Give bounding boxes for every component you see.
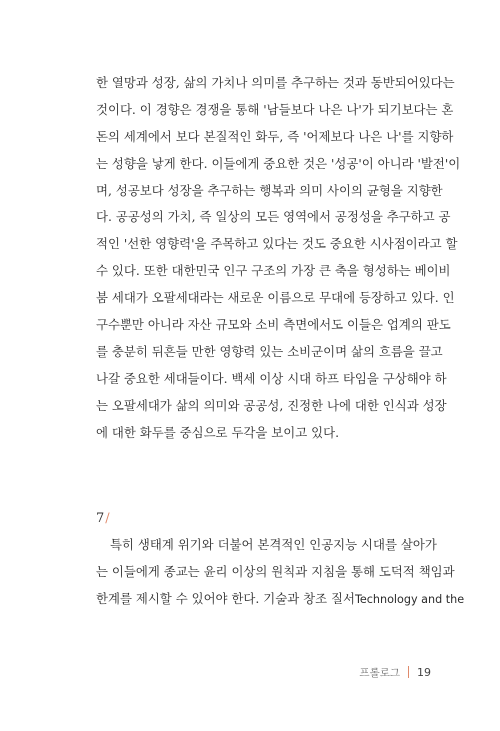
text-line: 특히 생태계 위기와 더불어 본격적인 인공지능 시대를 살아가 xyxy=(110,537,437,552)
body-paragraph xyxy=(96,70,461,446)
text-line: 를 충분히 뒤흔들 만한 영향력 있는 소비군이며 삶의 흐름을 끌고 xyxy=(96,343,443,359)
text-line: 는 이들에게 종교는 윤리 이상의 원칙과 지침을 통해 도덕적 책임과 xyxy=(96,563,455,579)
text-line: 는 오팔세대가 삶의 의미와 공공성, 진정한 나에 대한 인식과 성장 xyxy=(96,397,447,413)
text-line: 구수뿐만 아니라 자산 규모와 소비 측면에서도 이들은 업계의 판도 xyxy=(96,317,451,333)
running-title: 프롤로그 xyxy=(359,667,400,679)
text-line: 적인 '선한 영향력'을 주목하고 있다는 것도 중요한 시사점이라고 할 xyxy=(96,236,458,252)
text-line: 다. 공공성의 가치, 즉 일상의 모든 영역에서 공정성을 추구하고 공 xyxy=(96,209,451,225)
text-line: 에 대한 화두를 중심으로 두각을 보이고 있다. xyxy=(96,424,340,440)
text-korean: 한계를 제시할 수 있어야 한다. 기술과 창조 질서 xyxy=(96,590,355,606)
text-line: 돈의 세계에서 보다 본질적인 화두, 즉 '어제보다 나은 나'를 지향하 xyxy=(96,128,454,144)
section-7 xyxy=(96,506,465,613)
section-slash-mark: / xyxy=(105,511,110,526)
text-line: 며, 성공보다 성장을 추구하는 행복과 의미 사이의 균형을 지향한 xyxy=(96,182,443,198)
text-line-mixed xyxy=(96,586,465,613)
text-line: 나갈 중요한 세대들이다. 백세 이상 시대 하프 타임을 구상해야 하 xyxy=(96,370,447,386)
text-line: 한 열망과 성장, 삶의 가치나 의미를 추구하는 것과 동반되어있다는 xyxy=(96,75,455,90)
footer-divider xyxy=(408,666,409,678)
text-line: 것이다. 이 경향은 경쟁을 통해 '남들보다 나은 나'가 되기보다는 혼 xyxy=(96,101,454,117)
page-number: 19 xyxy=(417,666,431,679)
section-heading xyxy=(96,506,432,532)
text-line: 수 있다. 또한 대한민국 인구 구조의 가장 큰 축을 형성하는 베이비 xyxy=(96,263,451,279)
text-line: 붐 세대가 오팔세대라는 새로운 이름으로 무대에 등장하고 있다. 인 xyxy=(96,290,455,306)
text-latin: Technology and the xyxy=(354,592,465,606)
section-number: 7 xyxy=(96,511,105,526)
page-footer xyxy=(359,665,431,681)
text-line: 는 성향을 낳게 한다. 이들에게 중요한 것은 '성공'이 아니라 '발전'이 xyxy=(96,155,461,171)
